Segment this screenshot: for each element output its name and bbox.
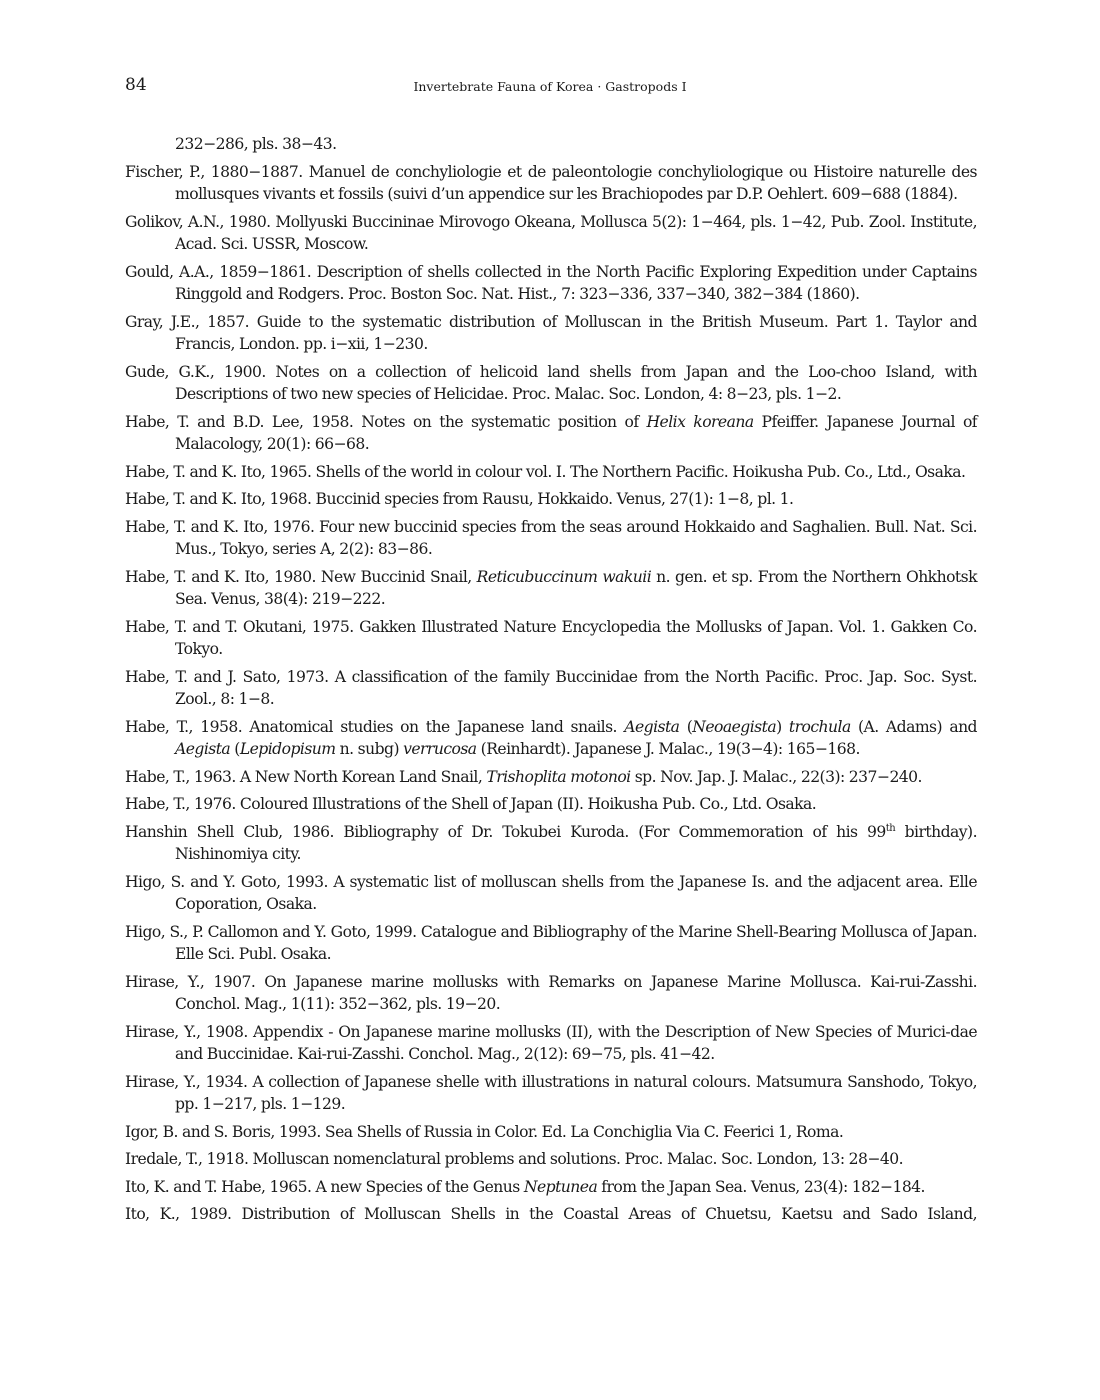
reference-entry: Habe, T., 1976. Coloured Illustrations of the Shell of Japan (II). Hoikusha Pub. Co., Ltd. Osaka. — [125, 795, 817, 813]
reference-entry: Habe, T. and T. Okutani, 1975. Gakken Illustrated Nature Encyclopedia the Mollusks of Japan. Vol. 1. Gakken Co. Tokyo. — [125, 617, 977, 658]
reference-entry: Gray, J.E., 1857. Guide to the systematic distribution of Molluscan in the British Museum. Part 1. Taylor and Francis, London. pp. i−xii, 1−230. — [125, 312, 977, 353]
reference-entry: Higo, S. and Y. Goto, 1993. A systematic list of molluscan shells from the Japanese Is. and the adjacent area. Elle Coporation, Osaka. — [125, 872, 977, 913]
reference-entry: Gude, G.K., 1900. Notes on a collection of helicoid land shells from Japan and the Loo-choo Island, with Descriptions of two new species of Helicidae. Proc. Malac. Soc. London, 4: 8−23, pls. 1−2. — [125, 362, 977, 403]
reference-entry: Gould, A.A., 1859−1861. Description of shells collected in the North Pacific Exploring Expedition under Captains Ringgold and Rodgers. Proc. Boston Soc. Nat. Hist., 7: 323−336, 337−340, 382−384 (1860). — [125, 262, 977, 303]
genus-name: Aegista — [624, 717, 680, 736]
reference-entry: Habe, T. and K. Ito, 1968. Buccinid species from Rausu, Hokkaido. Venus, 27(1): 1−8, pl. 1. — [125, 490, 794, 508]
species-name: Helix koreana — [646, 412, 754, 431]
subgenus-name: Lepidopisum — [239, 740, 336, 758]
reference-entry: Fischer, P., 1880−1887. Manuel de conchyliologie et de paleontologie conchyliologique ou Histoire naturelle des mollusques vivants et fossils (suivi d’un appendice sur les Brachiopodes par D.P. Oehlert. 609−688 (1884). — [125, 162, 977, 203]
reference-entry: Habe, T. and B.D. Lee, 1958. Notes on the systematic position of Helix koreana Pfeiffer. Japanese Journal of Malacology, 20(1): 66−68. — [125, 412, 978, 453]
reference-entry: Golikov, A.N., 1980. Mollyuski Buccininae Mirovogo Okeana, Mollusca 5(2): 1−464, pls. 1−42, Pub. Zool. Institute, Acad. Sci. USSR, Moscow. — [125, 212, 977, 253]
ordinal-superscript: th — [885, 822, 896, 834]
reference-entry: Habe, T. and K. Ito, 1976. Four new buccinid species from the seas around Hokkaido and Saghalien. Bull. Nat. Sci. Mus., Tokyo, series A, 2(2): 83−86. — [125, 517, 977, 558]
reference-entry: Habe, T. and K. Ito, 1980. New Buccinid Snail, Reticubuccinum wakuii n. gen. et sp. From the Northern Ohkhotsk Sea. Venus, 38(4): 219−222. — [125, 567, 977, 608]
reference-entry: Habe, T. and K. Ito, 1965. Shells of the world in colour vol. I. The Northern Pacific. Hoikusha Pub. Co., Ltd., Osaka. — [125, 462, 966, 481]
species-name: Trishoplita motonoi — [486, 767, 631, 786]
genus-name: Neptunea — [523, 1177, 598, 1196]
reference-entry: Iredale, T., 1918. Molluscan nomenclatural problems and solutions. Proc. Malac. Soc. London, 13: 28−40. — [125, 1150, 904, 1168]
reference-list — [125, 133, 977, 1231]
subgenus-name: Neoaegista — [692, 717, 777, 736]
reference-entry: Hanshin Shell Club, 1986. Bibliography of Dr. Tokubei Kuroda. (For Commemoration of his 99th birthday). Nishinomiya city. — [125, 822, 977, 863]
reference-entry: Higo, S., P. Callomon and Y. Goto, 1999. Catalogue and Bibliography of the Marine Shell-Bearing Mollusca of Japan. Elle Sci. Publ. Osaka. — [125, 922, 977, 963]
species-name: Reticubuccinum wakuii — [476, 567, 652, 586]
reference-entry: Igor, B. and S. Boris, 1993. Sea Shells of Russia in Color. Ed. La Conchiglia Via C. Feerici 1, Roma. — [125, 1122, 844, 1141]
reference-entry: Habe, T., 1963. A New North Korean Land Snail, Trishoplita motonoi sp. Nov. Jap. J. Malac., 22(3): 237−240. — [125, 767, 922, 786]
page-number: 84 — [125, 75, 147, 95]
species-name: verrucosa — [403, 740, 477, 758]
genus-name: Aegista — [175, 740, 231, 758]
reference-entry: 232−286, pls. 38−43. — [175, 135, 337, 153]
reference-entry: Habe, T. and J. Sato, 1973. A classification of the family Buccinidae from the North Pacific. Proc. Jap. Soc. Syst. Zool., 8: 1−8. — [125, 667, 977, 708]
reference-entry: Hirase, Y., 1934. A collection of Japanese shelle with illustrations in natural colours. Matsumura Sanshodo, Tokyo, pp. 1−217, pls. 1−129. — [125, 1072, 977, 1113]
reference-entry: Ito, K. and T. Habe, 1965. A new Species of the Genus Neptunea from the Japan Sea. Venus, 23(4): 182−184. — [125, 1177, 925, 1196]
species-name: trochula — [788, 717, 851, 736]
running-title: Invertebrate Fauna of Korea · Gastropods I — [413, 79, 687, 94]
reference-entry: Hirase, Y., 1907. On Japanese marine mollusks with Remarks on Japanese Marine Mollusca. Kai-rui-Zasshi. Conchol. Mag., 1(11): 352−362, pls. 19−20. — [125, 972, 977, 1013]
reference-entry: Ito, K., 1989. Distribution of Molluscan Shells in the Coastal Areas of Chuetsu, Kaetsu and Sado Island, — [125, 1205, 977, 1223]
reference-entry: Hirase, Y., 1908. Appendix - On Japanese marine mollusks (II), with the Description of New Species of Murici-dae and Buccinidae. Kai-rui-Zasshi. Conchol. Mag., 2(12): 69−75, pls. 41−42. — [125, 1022, 977, 1063]
reference-entry: Habe, T., 1958. Anatomical studies on the Japanese land snails. Aegista (Neoaegista) trochula (A. Adams) and Aegista (Lepidopisum n. subg) verrucosa (Reinhardt). Japanese J. Malac., 19(3−4): 165−168. — [125, 717, 977, 758]
